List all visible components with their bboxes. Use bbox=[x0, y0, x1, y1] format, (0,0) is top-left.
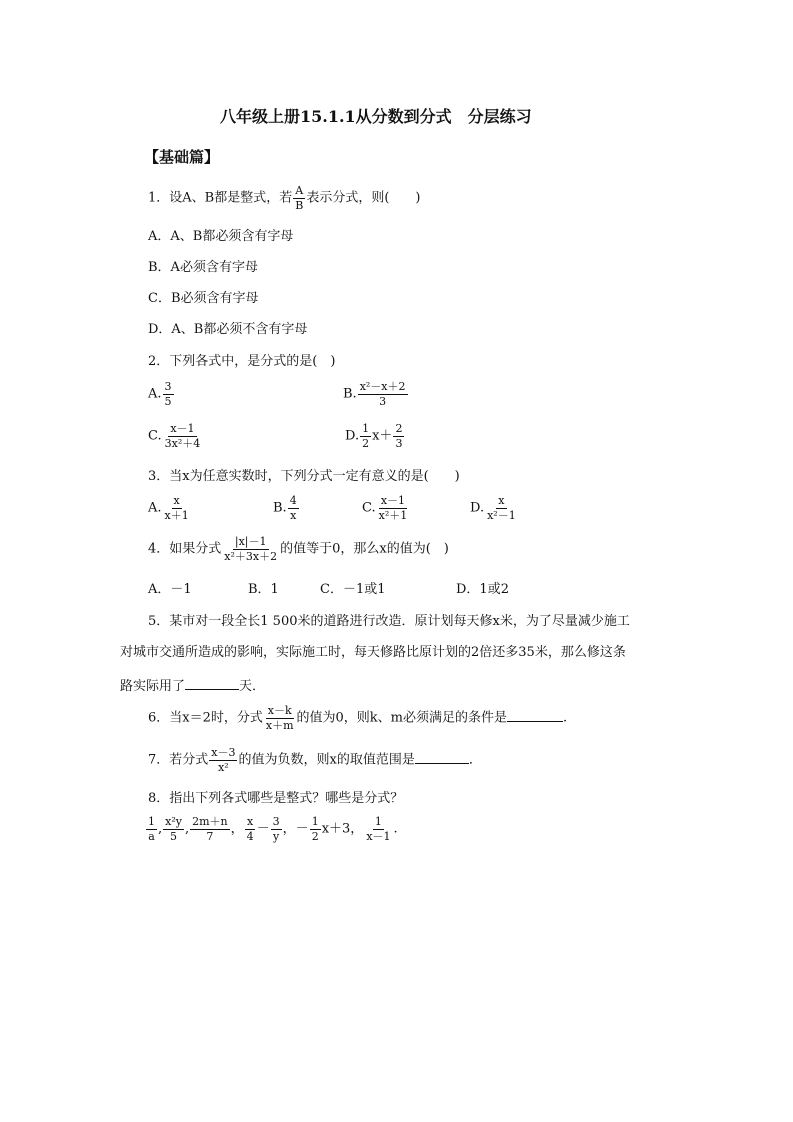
answer-blank[interactable] bbox=[185, 678, 239, 690]
page-title: 八年级上册15.1.1从分数到分式 分层练习 bbox=[220, 107, 532, 126]
denominator: x²＋3x＋2 bbox=[224, 549, 278, 563]
numerator: x bbox=[173, 494, 180, 507]
numerator: 2m＋n bbox=[192, 815, 228, 828]
numerator: 3 bbox=[164, 380, 172, 393]
option-fraction-2 bbox=[393, 423, 404, 449]
numerator: x－1 bbox=[380, 494, 406, 507]
question-3-option-b bbox=[273, 495, 300, 521]
answer-blank[interactable] bbox=[507, 710, 563, 722]
separator: , bbox=[158, 821, 163, 837]
q1-text-post: 表示分式，则( ) bbox=[306, 190, 421, 206]
separator: ， bbox=[282, 821, 296, 837]
question-4-option-c: C．－1或1 bbox=[320, 582, 386, 597]
denominator: x＋m bbox=[265, 718, 294, 732]
denominator: 2 bbox=[311, 829, 319, 843]
question-8-stem: 8．指出下列各式哪些是整式？哪些是分式？ bbox=[148, 791, 404, 806]
expression-2 bbox=[163, 816, 184, 842]
question-1-option-a: A．A、B都必须含有字母 bbox=[148, 229, 294, 244]
option-label: C. bbox=[148, 428, 162, 444]
denominator: y bbox=[273, 829, 280, 843]
option-fraction bbox=[377, 495, 410, 521]
question-1-stem bbox=[148, 185, 420, 211]
option-fraction bbox=[163, 495, 191, 521]
q5-text-post: 天． bbox=[239, 679, 266, 694]
denominator: x bbox=[290, 508, 297, 522]
question-5-line-2: 对城市交通所造成的影响，实际施工时，每天修路比原计划的2倍还多35米，那么修这条 bbox=[120, 645, 626, 660]
numerator: 1 bbox=[374, 815, 382, 828]
question-2-option-c bbox=[148, 423, 203, 449]
numerator: A bbox=[295, 184, 304, 197]
q1-text-pre: 1．设A、B都是整式，若 bbox=[148, 190, 293, 206]
numerator: 1 bbox=[311, 815, 319, 828]
numerator: |x|－1 bbox=[234, 535, 267, 548]
question-4-option-a: A．－1 bbox=[148, 582, 192, 597]
option-label: D. bbox=[345, 428, 360, 444]
question-6-stem bbox=[148, 705, 567, 731]
numerator: x²－x＋2 bbox=[359, 380, 406, 393]
option-label: B. bbox=[343, 386, 357, 402]
separator: ， bbox=[350, 821, 364, 837]
q6-text-post: 的值为0，则k、m必须满足的条件是 bbox=[296, 710, 507, 726]
denominator: x＋1 bbox=[164, 508, 189, 522]
expression-4-part-1 bbox=[245, 816, 256, 842]
question-8-expressions bbox=[145, 816, 398, 842]
question-5-line-1: 5．某市对一段全长1 500米的道路进行改造．原计划每天修x米，为了尽量减少施工 bbox=[148, 614, 630, 629]
numerator: x bbox=[498, 494, 505, 507]
numerator: 1 bbox=[362, 422, 370, 435]
denominator: 3 bbox=[379, 394, 387, 408]
minus-sign: － bbox=[295, 821, 309, 837]
question-2-option-d bbox=[345, 423, 405, 449]
section-header: 【基础篇】 bbox=[144, 148, 220, 166]
numerator: x－k bbox=[267, 704, 292, 717]
denominator: B bbox=[295, 198, 304, 212]
numerator: 3 bbox=[272, 815, 280, 828]
denominator: x²＋1 bbox=[378, 508, 408, 522]
q4-fraction bbox=[222, 536, 279, 562]
q4-text-post: 的值等于0，那么x的值为( ) bbox=[280, 541, 449, 557]
denominator: 3 bbox=[395, 436, 403, 450]
numerator: x²y bbox=[165, 815, 182, 828]
question-5-line-3 bbox=[120, 678, 265, 693]
numerator: x－1 bbox=[170, 422, 195, 435]
question-1-option-b: B．A必须含有字母 bbox=[148, 260, 258, 275]
question-3-option-c bbox=[362, 495, 410, 521]
expression-4-part-2 bbox=[271, 816, 282, 842]
expression-1 bbox=[146, 816, 157, 842]
numerator: x bbox=[247, 815, 254, 828]
numerator: 1 bbox=[148, 815, 155, 828]
period: . bbox=[393, 821, 398, 837]
denominator: x－1 bbox=[366, 829, 391, 843]
question-3-stem: 3．当x为任意实数时，下列分式一定有意义的是( ) bbox=[148, 469, 460, 484]
expression-5 bbox=[310, 816, 321, 842]
q6-fraction bbox=[264, 705, 296, 731]
denominator: x² bbox=[218, 760, 229, 774]
question-7-stem bbox=[148, 747, 482, 773]
q6-text-pre: 6．当x＝2时，分式 bbox=[148, 710, 263, 726]
denominator: 7 bbox=[206, 829, 214, 843]
denominator: 5 bbox=[170, 829, 178, 843]
denominator: a bbox=[148, 829, 155, 843]
question-1-option-c: C．B必须含有字母 bbox=[148, 291, 259, 306]
option-fraction bbox=[288, 495, 299, 521]
option-text: x＋ bbox=[372, 428, 393, 444]
question-4-option-d: D．1或2 bbox=[456, 582, 509, 597]
option-fraction-1 bbox=[360, 423, 371, 449]
numerator: 2 bbox=[395, 422, 403, 435]
numerator: 4 bbox=[289, 494, 297, 507]
denominator: x²－1 bbox=[487, 508, 516, 522]
expression-3 bbox=[190, 816, 230, 842]
minus-sign: － bbox=[256, 821, 270, 837]
denominator: 5 bbox=[164, 394, 172, 408]
denominator: 2 bbox=[362, 436, 370, 450]
separator: , bbox=[184, 821, 190, 837]
q1-fraction bbox=[293, 185, 305, 211]
question-4-option-b: B．1 bbox=[248, 582, 279, 597]
q7-text-pre: 7．若分式 bbox=[148, 752, 209, 768]
question-1-option-d: D．A、B都必须不含有字母 bbox=[148, 322, 308, 337]
question-3-option-a bbox=[148, 495, 192, 521]
question-4-stem bbox=[148, 536, 449, 562]
expression-6 bbox=[364, 816, 392, 842]
question-3-option-d bbox=[470, 495, 519, 521]
q7-fraction bbox=[209, 747, 237, 773]
answer-blank[interactable] bbox=[415, 752, 469, 764]
q5-text-pre: 路实际用了 bbox=[120, 679, 186, 694]
numerator: x－3 bbox=[211, 746, 236, 759]
separator: ， bbox=[230, 821, 244, 837]
option-label: C. bbox=[362, 500, 376, 516]
q6-text-end: . bbox=[563, 710, 568, 726]
question-2-stem: 2．下列各式中，是分式的是( ) bbox=[148, 354, 336, 369]
option-fraction bbox=[163, 381, 174, 407]
expression-5-text: x＋3 bbox=[321, 821, 351, 837]
option-fraction bbox=[485, 495, 518, 521]
q7-text-post: 的值为负数，则x的取值范围是 bbox=[238, 752, 415, 768]
question-2-option-b bbox=[343, 381, 409, 407]
denominator: 3x²＋4 bbox=[164, 436, 201, 450]
option-label: D. bbox=[470, 500, 485, 516]
option-label: B. bbox=[273, 500, 287, 516]
option-fraction bbox=[358, 381, 408, 407]
q7-text-end: ． bbox=[468, 752, 482, 768]
q4-text-pre: 4．如果分式 bbox=[148, 541, 222, 557]
question-2-option-a bbox=[148, 381, 175, 407]
option-label: A. bbox=[148, 386, 162, 402]
option-fraction bbox=[163, 423, 203, 449]
denominator: 4 bbox=[246, 829, 254, 843]
option-label: A. bbox=[148, 500, 162, 516]
